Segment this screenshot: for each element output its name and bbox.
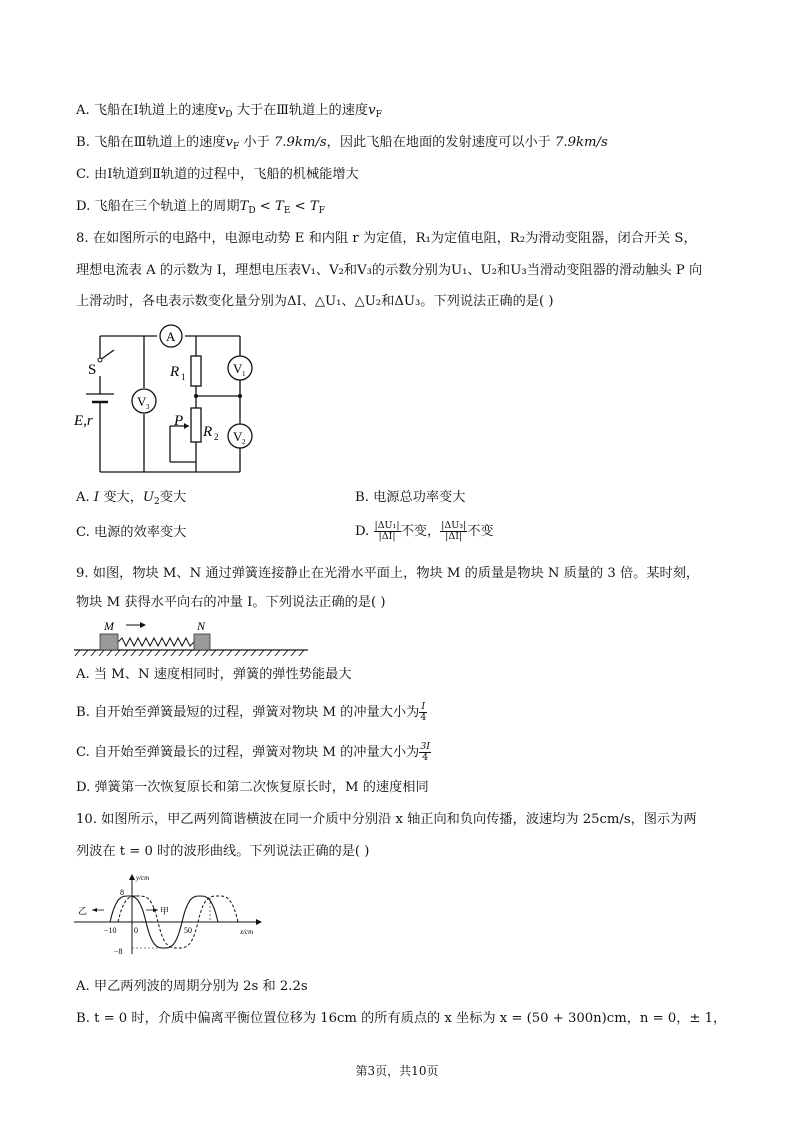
q9-spring-diagram xyxy=(72,616,312,660)
svg-text:2: 2 xyxy=(214,432,219,442)
r1-label: R xyxy=(170,364,180,380)
block-n-label: N xyxy=(197,619,206,633)
q7-option-b: B. 飞船在Ⅲ轨道上的速度$v_F$ 小于 7.9km/s，因此飞船在地面的发射速度可以小于 7.9km/s xyxy=(76,135,608,152)
q8-option-d: D. $\frac{\text{|ΔU₁|}}{|\Delta I|}$ 不变， $\frac{\text{|ΔU₃|}}{|\Delta I|}$ 不变 xyxy=(355,520,494,542)
q7-option-a: A. 飞船在Ⅰ轨道上的速度$v_D$ 大于在Ⅲ轨道上的速度$v_F$ xyxy=(76,103,382,120)
source-label: E,r xyxy=(74,413,93,429)
x-axis-label: x/cm xyxy=(240,928,254,936)
page-footer: 第3页，共10页 xyxy=(355,1064,439,1078)
svg-text:1: 1 xyxy=(242,370,246,378)
voltmeter-v1-label: V xyxy=(233,361,243,376)
q8-option-a: A. I 变大，$U_2$变大 xyxy=(76,490,187,507)
voltmeter-v2-label: V xyxy=(233,429,243,444)
q10-option-a: A. 甲乙两列波的周期分别为 2s 和 2.2s xyxy=(76,979,308,994)
ammeter-label: A xyxy=(166,329,176,344)
y-tick-8: 8 xyxy=(120,888,124,897)
q10-option-b: B. t = 0 时，介质中偏离平衡位置位移为 16cm 的所有质点的 x 坐标为 x = (50 + 300n)cm，n = 0，± 1， xyxy=(76,1011,727,1026)
y-axis-label: y/cm xyxy=(136,874,150,882)
q7-option-d: D. 飞船在三个轨道上的周期$T_D < T_E < T_F$ xyxy=(76,199,325,216)
switch-label: S xyxy=(88,362,97,378)
q9-option-c: C. 自开始至弹簧最长的过程，弹簧对物块 M 的冲量大小为 $\frac{3I}{4}$ xyxy=(76,741,430,763)
q9-option-b: B. 自开始至弹簧最短的过程，弹簧对物块 M 的冲量大小为 $\frac{I}{4}$ xyxy=(76,701,427,723)
q10-wave-graph xyxy=(72,868,272,956)
q9-stem-line1: 9. 如图，物块 M、N 通过弹簧连接静止在光滑水平面上，物块 M 的质量是物块 N 质量的 3 倍。某时刻， xyxy=(76,566,700,581)
slider-p-label: P xyxy=(174,413,184,429)
q7-option-c: C. 由Ⅰ轨道到Ⅱ轨道的过程中，飞船的机械能增大 xyxy=(76,167,359,182)
x-tick-neg10: −10 xyxy=(104,926,117,935)
svg-text:2: 2 xyxy=(242,438,246,446)
q8-stem-line3: 上滑动时，各电表示数变化量分别为ΔI、△U₁、△U₂和ΔU₃。下列说法正确的是( ) xyxy=(76,294,554,309)
wave-yi-label: 乙 xyxy=(78,906,88,916)
q8-stem-line1: 8. 在如图所示的电路中，电源电动势 E 和内阻 r 为定值，R₁为定值电阻，R₂为滑动变阻器，闭合开关 S， xyxy=(76,231,697,246)
q8-stem-line2: 理想电流表 A 的示数为 I，理想电压表V₁、V₂和V₃的示数分别为U₁、U₂和U₃当滑动变阻器的滑动触头 P 向 xyxy=(76,263,703,278)
q9-option-a: A. 当 M、N 速度相同时，弹簧的弹性势能最大 xyxy=(76,667,352,682)
block-m-label: M xyxy=(104,619,114,633)
svg-text:3: 3 xyxy=(146,403,150,411)
wave-jia-label: 甲 xyxy=(160,906,170,916)
y-tick-neg8: −8 xyxy=(114,947,123,956)
q10-stem-line2: 列波在 t = 0 时的波形曲线。下列说法正确的是( ) xyxy=(76,844,370,859)
voltmeter-v3-label: V xyxy=(137,394,147,409)
x-tick-50: 50 xyxy=(184,926,192,935)
q8-option-b: B. 电源总功率变大 xyxy=(355,490,466,505)
q8-option-c: C. 电源的效率变大 xyxy=(76,525,187,540)
q8-circuit-diagram xyxy=(72,322,272,476)
x-tick-0: 0 xyxy=(134,926,138,935)
q9-stem-line2: 物块 M 获得水平向右的冲量 I。下列说法正确的是( ) xyxy=(76,595,386,610)
r2-label: R xyxy=(203,424,213,440)
q10-stem-line1: 10. 如图所示，甲乙两列简谐横波在同一介质中分别沿 x 轴正向和负向传播，波速均为 25cm/s，图示为两 xyxy=(76,812,697,827)
q9-option-d: D. 弹簧第一次恢复原长和第二次恢复原长时，M 的速度相同 xyxy=(76,780,429,795)
svg-text:1: 1 xyxy=(181,372,186,382)
